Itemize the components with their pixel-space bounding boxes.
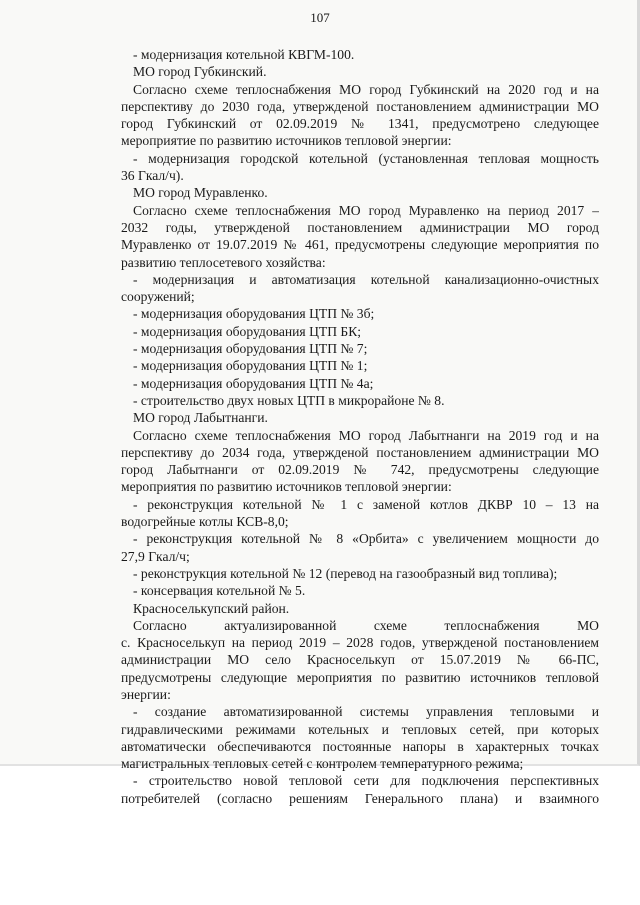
text-line: мероприятия по развитию источников тепловой энергии:	[121, 479, 452, 495]
text-line: Согласно актуализированной схеме теплоснабжения МО	[133, 617, 599, 633]
text-line: мероприятие по развитию источников тепловой энергии:	[121, 133, 452, 149]
text-line: 2032 годы, утвержденой постановлением администрации МО город	[121, 219, 599, 235]
text-line: администрации МО село Красноселькуп от 15.07.2019 № 66-ПС,	[121, 652, 599, 668]
text-line: - реконструкция котельной № 1 с заменой котлов ДКВР 10 – 13 на	[133, 496, 599, 512]
text-line: потребителей (согласно решениям Генерального плана) и взаимного	[121, 790, 599, 806]
text-line: водогрейные котлы КСВ-8,0;	[121, 514, 289, 530]
text-line: Согласно схеме теплоснабжения МО город Лабытнанги на 2019 год и на	[133, 427, 599, 443]
page-number: 107	[310, 10, 330, 25]
text-line: перспективу до 2034 года, утвержденой постановлением администрации МО	[121, 444, 599, 460]
text-line: - модернизация городской котельной (установленная тепловая мощность	[133, 150, 599, 166]
text-line: Муравленко от 19.07.2019 № 461, предусмотрены следующие мероприятия по	[121, 237, 599, 253]
text-line: гидравлическими режимами котельных и тепловых сетей, при которых	[121, 721, 599, 737]
text-line: Красноселькупский район.	[133, 600, 290, 616]
text-line: - реконструкция котельной № 12 (перевод на газообразный вид топлива);	[133, 565, 558, 581]
text-line: МО город Губкинский.	[133, 64, 267, 80]
text-line: - модернизация оборудования ЦТП № 4а;	[133, 375, 374, 391]
text-line: Согласно схеме теплоснабжения МО город Муравленко на период 2017 –	[133, 202, 599, 218]
text-line: с. Красноселькуп на период 2019 – 2028 годов, утвержденой постановлением	[121, 635, 599, 651]
text-line: Согласно схеме теплоснабжения МО город Губкинский на 2020 год и на	[133, 81, 599, 97]
text-line: - консервация котельной № 5.	[133, 583, 306, 599]
text-line: сооружений;	[121, 289, 195, 305]
text-line: - модернизация оборудования ЦТП № 7;	[133, 341, 368, 357]
text-line: развитию теплосетевого хозяйства:	[121, 254, 326, 270]
text-line: МО город Муравленко.	[133, 185, 268, 201]
text-line: магистральных тепловых сетей с контролем температурного режима;	[121, 756, 524, 772]
text-line: энергии:	[121, 686, 171, 702]
text-line: перспективу до 2030 года, утвержденой постановлением администрации МО	[121, 98, 599, 114]
text-line: 36 Гкал/ч).	[121, 168, 184, 184]
text-line: МО город Лабытнанги.	[133, 410, 268, 426]
text-line: - модернизация оборудования ЦТП № 1;	[133, 358, 368, 374]
text-line: автоматически обеспечиваются постоянные напоры в характерных точках	[121, 738, 599, 754]
text-line: предусмотрены следующие мероприятия по развитию источников тепловой	[121, 669, 599, 685]
text-line: - модернизация котельной КВГМ-100.	[133, 47, 355, 62]
text-line: - модернизация оборудования ЦТП БК;	[133, 323, 362, 339]
text-line: - реконструкция котельной № 8 «Орбита» с увеличением мощности до	[133, 531, 599, 547]
text-line: - модернизация оборудования ЦТП № 3б;	[133, 306, 375, 322]
text-line: город Лабытнанги от 02.09.2019 № 742, предусмотрены следующие	[121, 462, 599, 478]
text-line: - создание автоматизированной системы управления тепловыми и	[133, 704, 599, 720]
text-line: 27,9 Гкал/ч;	[121, 548, 190, 564]
text-line: - строительство новой тепловой сети для подключения перспективных	[133, 773, 599, 789]
text-line: город Губкинский от 02.09.2019 № 1341, предусмотрено следующее	[121, 116, 599, 132]
document-body	[121, 46, 599, 807]
text-line: - строительство двух новых ЦТП в микрорайоне № 8.	[133, 392, 445, 408]
text-line: - модернизация и автоматизация котельной канализационно-очистных	[133, 271, 599, 287]
